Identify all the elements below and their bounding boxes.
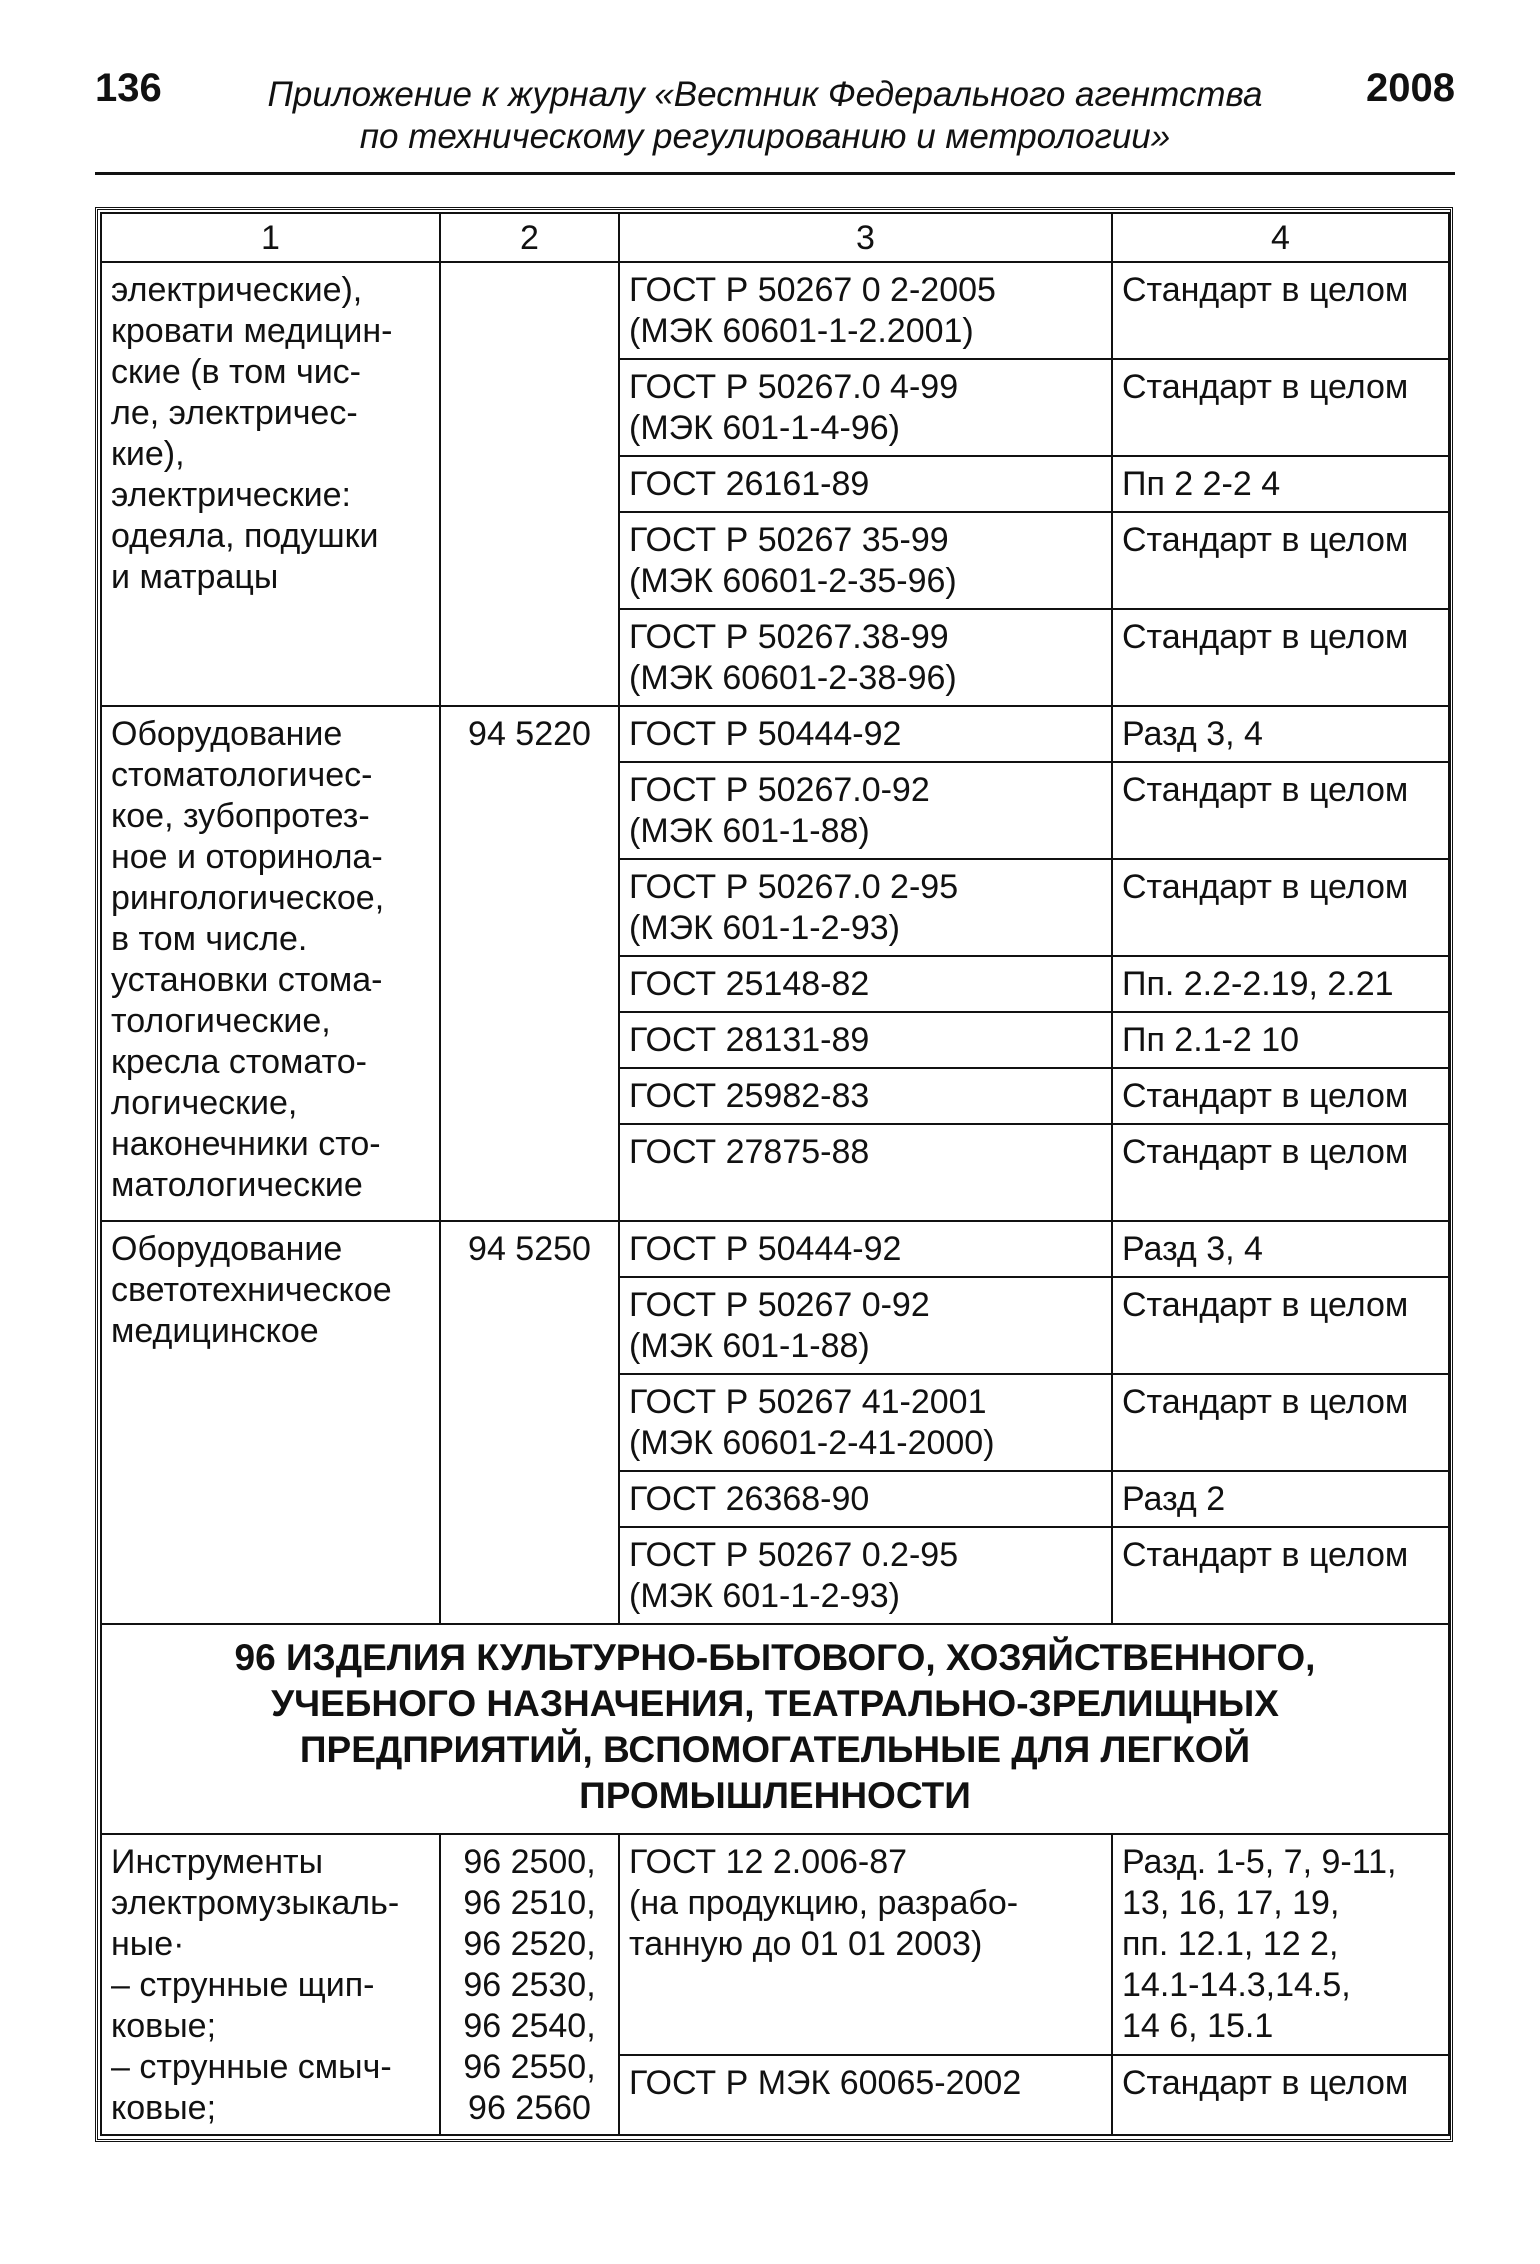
standard-cell: ГОСТ Р 50444-92: [619, 706, 1112, 762]
table-row: [101, 1834, 1449, 2055]
product-name-line: матологические: [111, 1166, 363, 1204]
table-row: [101, 706, 1449, 762]
product-name-line: логические,: [111, 1084, 298, 1122]
scope-cell: Пп 2.1-2 10: [1112, 1012, 1449, 1068]
section-heading-line: ПРЕДПРИЯТИЙ, ВСПОМОГАТЕЛЬНЫЕ ДЛЯ ЛЕГКОЙ: [299, 1729, 1251, 1770]
section-heading-line: УЧЕБНОГО НАЗНАЧЕНИЯ, ТЕАТРАЛЬНО-ЗРЕЛИЩНЫХ: [271, 1683, 1279, 1724]
header-rule: [95, 172, 1455, 175]
scope-cell: Стандарт в целом: [1112, 1277, 1449, 1374]
product-name-line: – струнные смыч-: [111, 2048, 392, 2086]
okp-code-line: 96 2550,: [463, 2048, 596, 2086]
column-number-2: 2: [440, 213, 619, 262]
product-name-line: и матрацы: [111, 558, 279, 596]
scope-cell: Стандарт в целом: [1112, 2055, 1449, 2135]
standard-number: ГОСТ 12 2.006-87: [629, 1843, 908, 1881]
scope-cell: Стандарт в целом: [1112, 1527, 1449, 1624]
scope-line: Разд. 1-5, 7, 9-11,: [1122, 1843, 1397, 1881]
standard-cell: [619, 1277, 1112, 1374]
scope-line: пп. 12.1, 12 2,: [1122, 1925, 1339, 1963]
standard-iec-ref: (МЭК 60601-2-38-96): [629, 659, 957, 697]
scope-cell: Стандарт в целом: [1112, 512, 1449, 609]
standard-cell: [619, 762, 1112, 859]
product-name-line: тологические,: [111, 1002, 331, 1040]
product-name-line: медицинское: [111, 1312, 319, 1350]
standard-cell: [619, 512, 1112, 609]
product-name-line: наконечники сто-: [111, 1125, 381, 1163]
product-name-line: Оборудование: [111, 715, 343, 753]
standard-cell: [619, 859, 1112, 956]
running-title-line-1: Приложение к журналу «Вестник Федерального агентства: [267, 75, 1263, 114]
column-numbers-row: [101, 213, 1449, 262]
table-row: [101, 262, 1449, 359]
scope-cell: Пп. 2.2-2.19, 2.21: [1112, 956, 1449, 1012]
standard-cell: ГОСТ 25982-83: [619, 1068, 1112, 1124]
column-number-3: 3: [619, 213, 1112, 262]
standard-iec-ref: (МЭК 60601-2-35-96): [629, 562, 957, 600]
product-name-line: установки стома-: [111, 961, 383, 999]
page-year: 2008: [1366, 66, 1455, 110]
okp-code-cell: [440, 262, 619, 706]
product-name-line: – струнные щип-: [111, 1966, 375, 2004]
standard-iec-ref: (МЭК 601-1-2-93): [629, 909, 900, 947]
product-name-line: ские (в том чис-: [111, 353, 362, 391]
standard-number: ГОСТ Р 50267.0-92: [629, 771, 930, 809]
standard-iec-ref: (МЭК 601-1-4-96): [629, 409, 900, 447]
product-name-cell: [101, 706, 440, 1221]
page-number: 136: [95, 66, 162, 110]
scope-cell: [1112, 1834, 1449, 2055]
standard-cell: ГОСТ 27875-88: [619, 1124, 1112, 1221]
standard-cell: ГОСТ 25148-82: [619, 956, 1112, 1012]
standards-table: [100, 212, 1450, 2136]
product-name-line: ковые;: [111, 2007, 217, 2045]
standard-number: ГОСТ Р 50267 41-2001: [629, 1383, 987, 1421]
running-title: [195, 74, 1335, 158]
okp-code-cell: 94 5250: [440, 1221, 619, 1624]
product-name-line: рингологическое,: [111, 879, 385, 917]
okp-code-line: 96 2540,: [463, 2007, 596, 2045]
standard-iec-ref: (МЭК 601-1-88): [629, 1327, 870, 1365]
standard-cell: [619, 1834, 1112, 2055]
column-number-4: 4: [1112, 213, 1449, 262]
scope-cell: Разд 2: [1112, 1471, 1449, 1527]
standard-cell: [619, 359, 1112, 456]
standard-iec-ref: (МЭК 60601-2-41-2000): [629, 1424, 995, 1462]
standard-cell: [619, 609, 1112, 706]
scope-cell: Стандарт в целом: [1112, 1068, 1449, 1124]
standard-iec-ref: (МЭК 601-1-88): [629, 812, 870, 850]
product-name-line: ле, электричес-: [111, 394, 358, 432]
product-name-line: Инструменты: [111, 1843, 324, 1881]
product-name-cell: [101, 262, 440, 706]
product-name-line: Оборудование: [111, 1230, 343, 1268]
okp-code-line: 96 2530,: [463, 1966, 596, 2004]
scope-line: 13, 16, 17, 19,: [1122, 1884, 1340, 1922]
section-heading-line: ПРОМЫШЛЕННОСТИ: [579, 1775, 971, 1816]
section-heading-line: 96 ИЗДЕЛИЯ КУЛЬТУРНО-БЫТОВОГО, ХОЗЯЙСТВЕННОГО,: [234, 1637, 1316, 1678]
scope-cell: Стандарт в целом: [1112, 762, 1449, 859]
standard-number: ГОСТ Р 50267.0 2-95: [629, 868, 959, 906]
scope-cell: Пп 2 2-2 4: [1112, 456, 1449, 512]
page-header: [95, 60, 1455, 170]
standard-number: ГОСТ Р 50267 0.2-95: [629, 1536, 959, 1574]
product-name-line: светотехническое: [111, 1271, 392, 1309]
okp-code-cell: [440, 1834, 619, 2135]
okp-code-line: 96 2500,: [463, 1843, 596, 1881]
table-row: [101, 1221, 1449, 1277]
standard-number: ГОСТ Р 50267.0 4-99: [629, 368, 959, 406]
scope-cell: Стандарт в целом: [1112, 609, 1449, 706]
section-heading-row: [101, 1624, 1449, 1834]
running-title-line-2: по техническому регулированию и метрологии»: [359, 117, 1171, 156]
standard-number: ГОСТ Р 50267 35-99: [629, 521, 949, 559]
scope-line: 14 6, 15.1: [1122, 2007, 1274, 2045]
standard-number: ГОСТ Р 50267 0-92: [629, 1286, 930, 1324]
scope-cell: Разд 3, 4: [1112, 1221, 1449, 1277]
product-name-line: электромузыкаль-: [111, 1884, 400, 1922]
standard-cell: ГОСТ Р 50444-92: [619, 1221, 1112, 1277]
product-name-line: кое, зубопротез-: [111, 797, 370, 835]
product-name-line: ные·: [111, 1925, 185, 1963]
product-name-line: кие),: [111, 435, 185, 473]
scope-line: 14.1-14.3,14.5,: [1122, 1966, 1351, 2004]
product-name-cell: [101, 1221, 440, 1624]
column-number-1: 1: [101, 213, 440, 262]
product-name-line: ковые;: [111, 2089, 217, 2127]
product-name-line: стоматологичес-: [111, 756, 373, 794]
scope-cell: Разд 3, 4: [1112, 706, 1449, 762]
standard-number: ГОСТ Р 50267 0 2-2005: [629, 271, 996, 309]
product-name-line: одеяла, подушки: [111, 517, 379, 555]
product-name-line: электрические:: [111, 476, 351, 514]
okp-code-line: 96 2510,: [463, 1884, 596, 1922]
scope-cell: Стандарт в целом: [1112, 359, 1449, 456]
okp-code-line: 96 2520,: [463, 1925, 596, 1963]
section-heading: [101, 1624, 1449, 1834]
standard-cell: ГОСТ 26368-90: [619, 1471, 1112, 1527]
standard-cell: ГОСТ 26161-89: [619, 456, 1112, 512]
standard-cell: [619, 1374, 1112, 1471]
scope-cell: Стандарт в целом: [1112, 1374, 1449, 1471]
standard-cell: ГОСТ 28131-89: [619, 1012, 1112, 1068]
product-name-line: электрические),: [111, 271, 363, 309]
scope-cell: Стандарт в целом: [1112, 859, 1449, 956]
standard-cell: ГОСТ Р МЭК 60065-2002: [619, 2055, 1112, 2135]
scope-cell: Стандарт в целом: [1112, 262, 1449, 359]
standard-iec-ref: (МЭК 60601-1-2.2001): [629, 312, 974, 350]
product-name-line: кровати медицин-: [111, 312, 393, 350]
standard-cell: [619, 1527, 1112, 1624]
standard-number: ГОСТ Р 50267.38-99: [629, 618, 949, 656]
okp-code-cell: 94 5220: [440, 706, 619, 1221]
product-name-cell: [101, 1834, 440, 2135]
standard-note-line: (на продукцию, разрабо-: [629, 1884, 1019, 1922]
standard-note-line: танную до 01 01 2003): [629, 1925, 983, 1963]
product-name-line: в том числе.: [111, 920, 308, 958]
scope-cell: Стандарт в целом: [1112, 1124, 1449, 1221]
product-name-line: ное и оторинола-: [111, 838, 383, 876]
standard-iec-ref: (МЭК 601-1-2-93): [629, 1577, 900, 1615]
product-name-line: кресла стомато-: [111, 1043, 367, 1081]
okp-code-line: 96 2560: [468, 2089, 591, 2127]
standard-cell: [619, 262, 1112, 359]
